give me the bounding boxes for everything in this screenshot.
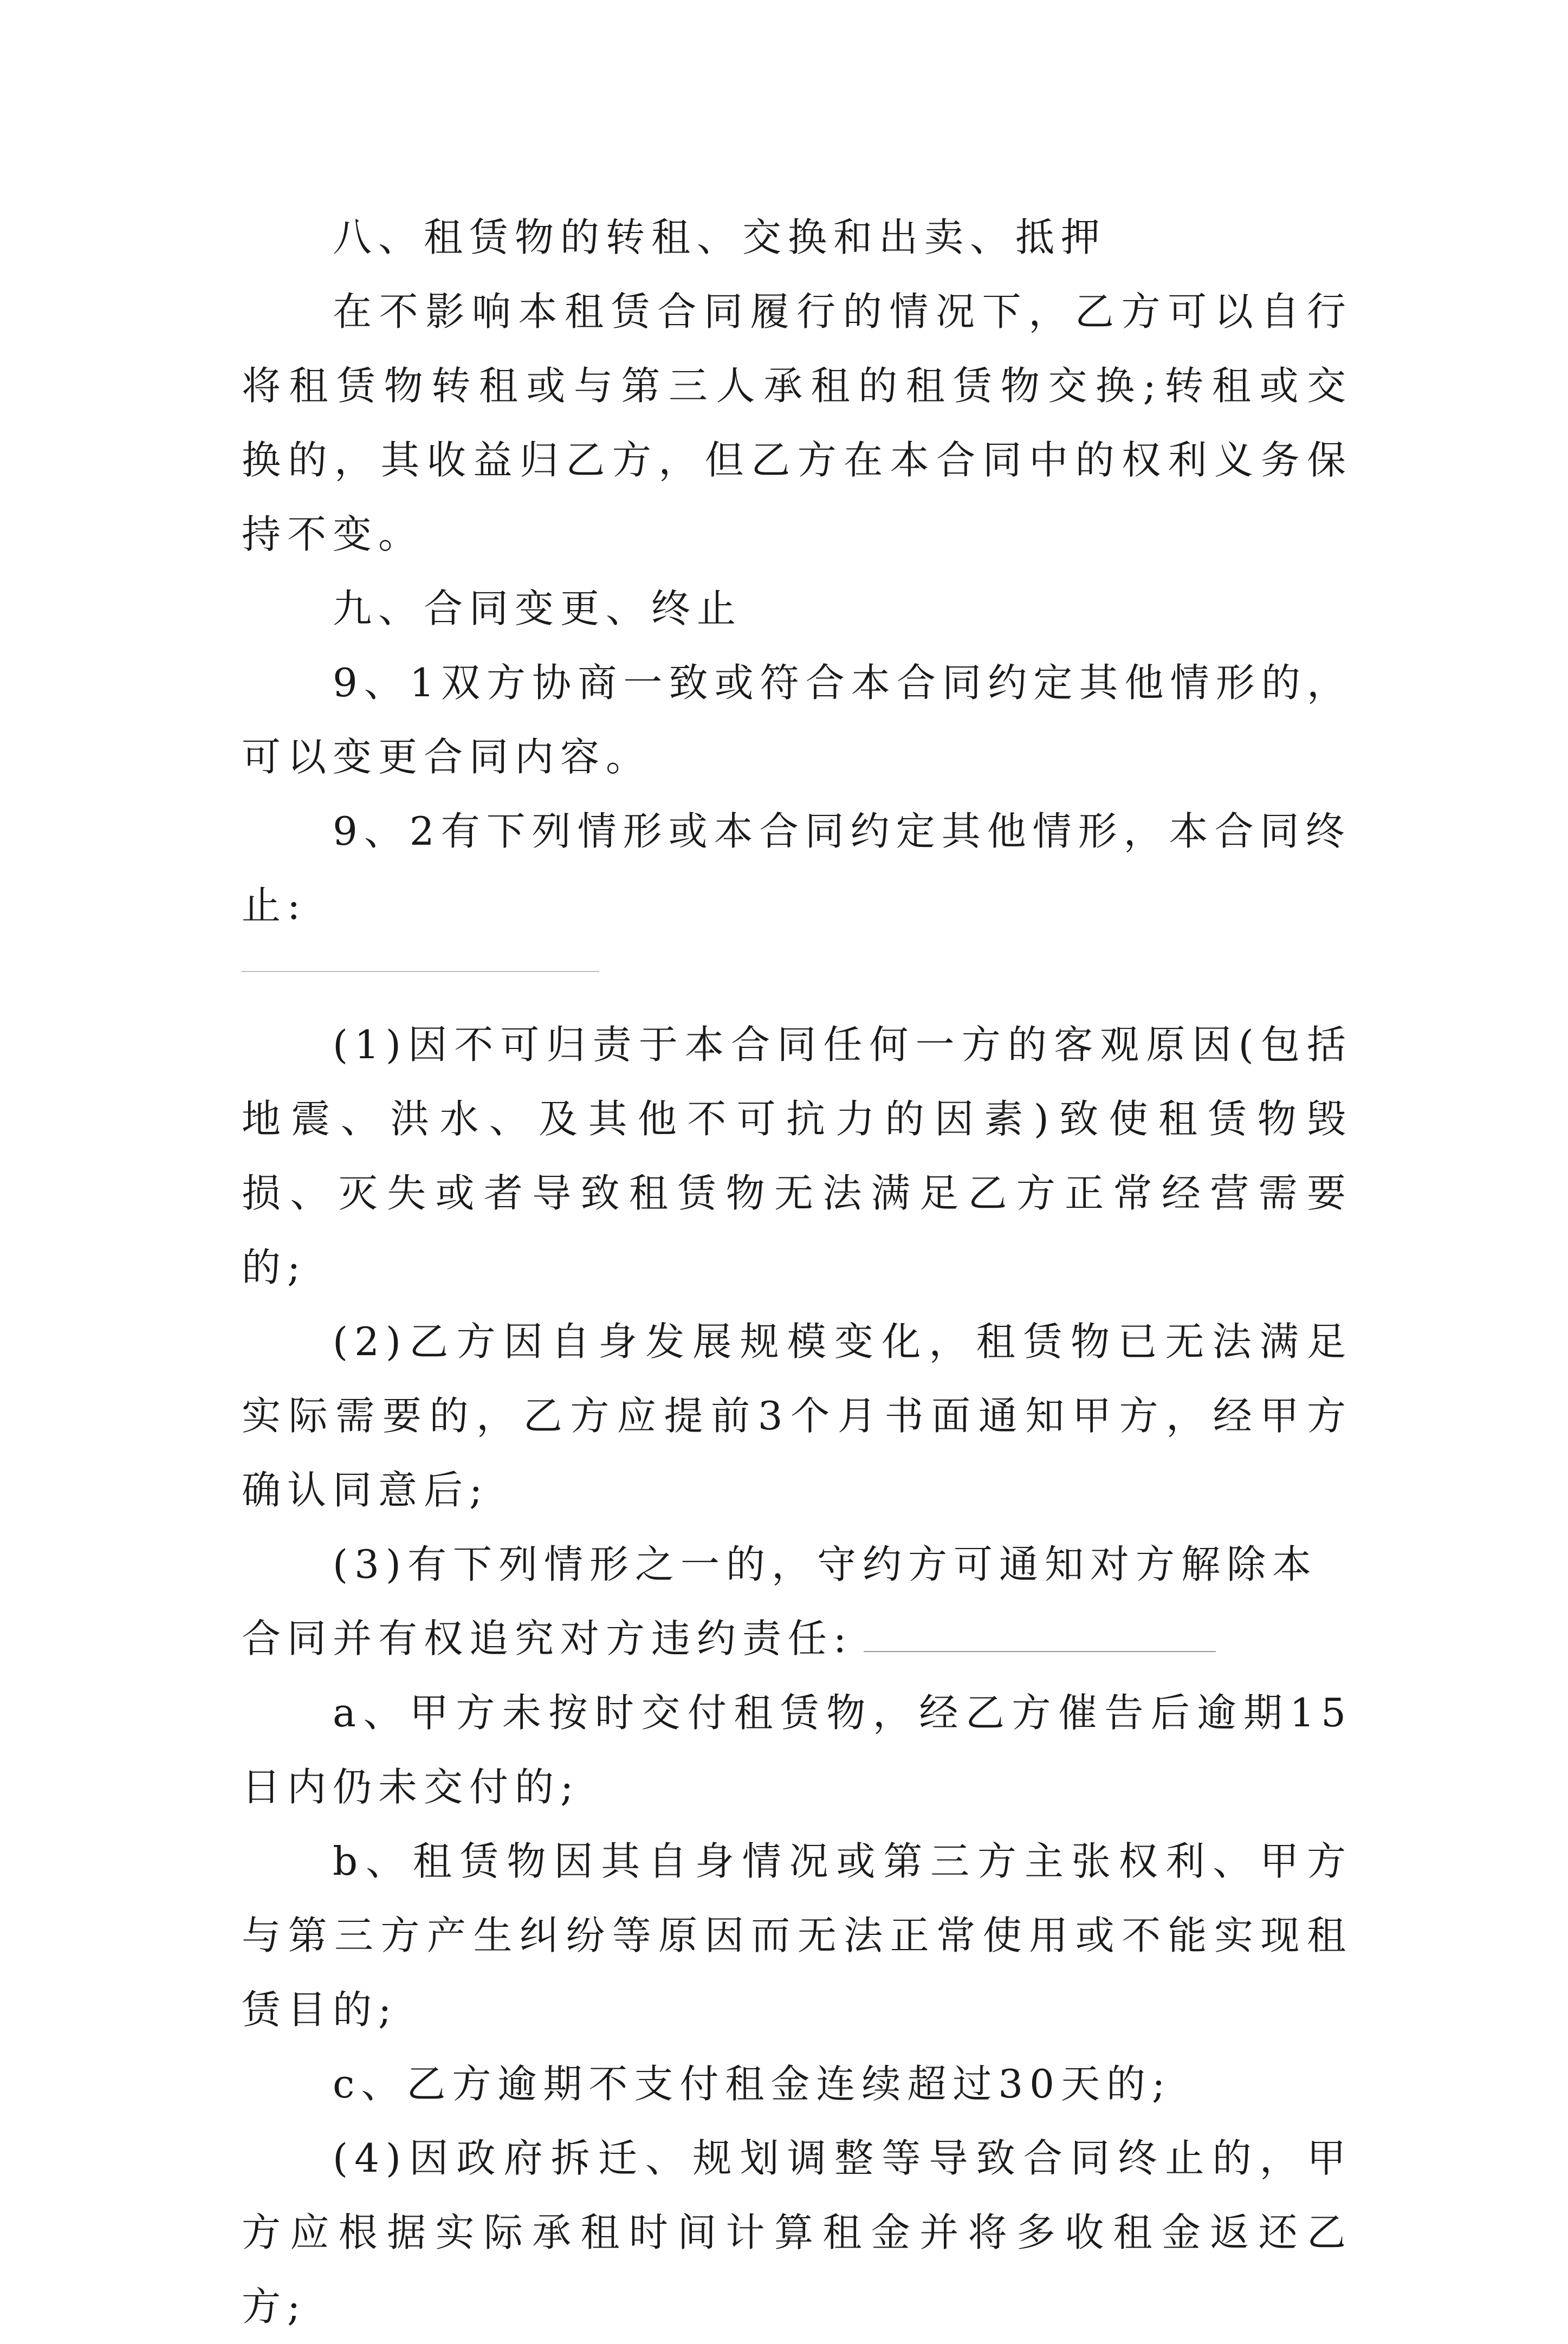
document-body (242, 200, 1352, 2344)
clause-item-3-text: (3)有下列情形之一的，守约方可通知对方解除本合同并有权追究对方违约责任: (242, 1542, 1318, 1661)
clause-item-3c: c、乙方逾期不支付租金连续超过30天的; (333, 2061, 1172, 2107)
clause-item-3a: a、甲方未按时交付租赁物，经乙方催告后逾期15日内仍未交付的; (242, 1690, 1352, 1810)
clause-9-1: 9、1双方协商一致或符合本合同约定其他情形的，可以变更合同内容。 (242, 660, 1352, 780)
paragraph-sublease: 在不影响本租赁合同履行的情况下，乙方可以自行将租赁物转租或与第三人承租的租赁物交换;转租或交换的，其收益归乙方，但乙方在本合同中的权利义务保持不变。 (242, 289, 1352, 557)
clause-item-1: (1)因不可归责于本合同任何一方的客观原因(包括地震、洪水、及其他不可抗力的因素)致使租赁物毁损、灭失或者导致租赁物无法满足乙方正常经营需要的; (242, 1022, 1352, 1290)
clause-item-3b: b、租赁物因其自身情况或第三方主张权利、甲方与第三方产生纠纷等原因而无法正常使用或不能实现租赁目的; (242, 1838, 1352, 2032)
section-heading-8: 八、租赁物的转租、交换和出卖、抵押 (333, 215, 1107, 260)
clause-item-4: (4)因政府拆迁、规划调整等导致合同终止的，甲方应根据实际承租时间计算租金并将多收租金返还乙方; (242, 2135, 1352, 2329)
clause-item-3 (242, 1527, 1352, 1676)
section-heading-9: 九、合同变更、终止 (333, 586, 743, 631)
clause-item-2: (2)乙方因自身发展规模变化，租赁物已无法满足实际需要的，乙方应提前3个月书面通知甲方，经甲方确认同意后; (242, 1319, 1352, 1513)
clause-9-2: 9、2有下列情形或本合同约定其他情形，本合同终止: (242, 808, 1351, 928)
footnote-divider (242, 971, 599, 972)
fill-in-blank-line (864, 1651, 1216, 1652)
